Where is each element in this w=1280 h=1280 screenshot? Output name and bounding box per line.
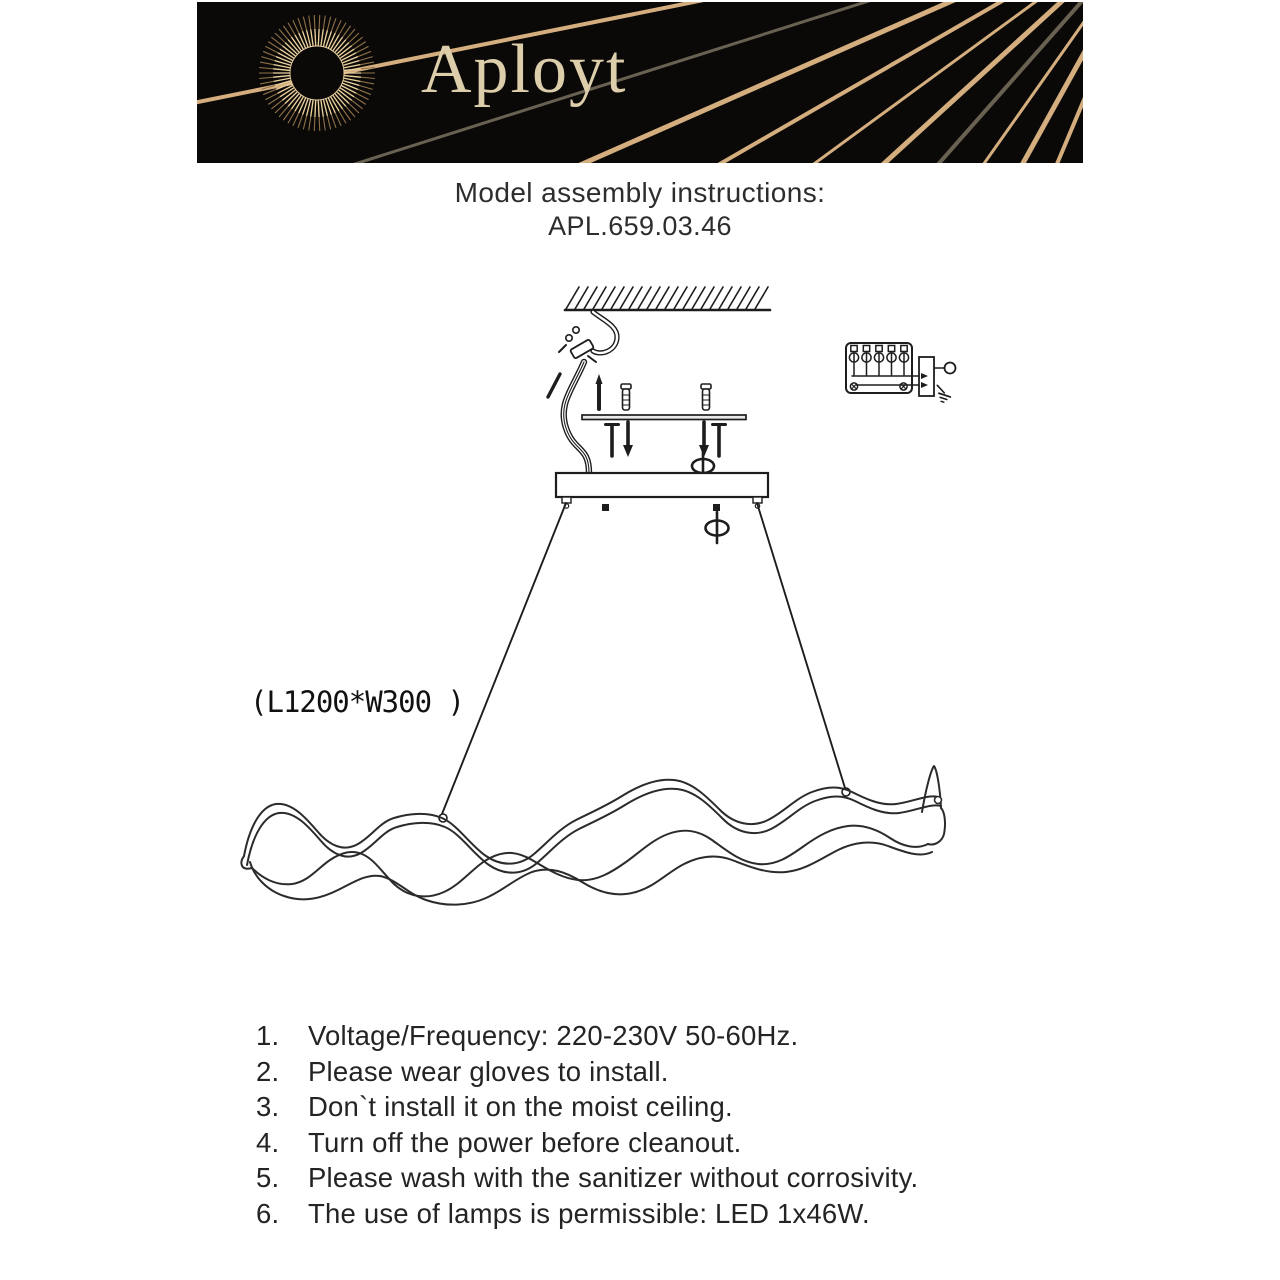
model-number: APL.659.03.46 bbox=[548, 211, 732, 241]
suspension-cable bbox=[757, 503, 845, 788]
arrow-mark bbox=[548, 374, 560, 397]
instruction-number: 3. bbox=[256, 1091, 280, 1122]
instruction-text: Turn off the power before cleanout. bbox=[308, 1126, 742, 1158]
instruction-text: The use of lamps is permissible: LED 1x46W. bbox=[308, 1197, 870, 1229]
instruction-item bbox=[256, 1018, 1096, 1054]
power-wire bbox=[593, 312, 617, 353]
title-block bbox=[0, 176, 1280, 243]
instruction-number: 6. bbox=[256, 1197, 280, 1229]
ground-symbol bbox=[933, 385, 953, 403]
screw-symbol bbox=[692, 451, 714, 481]
canopy-fixing-dot bbox=[602, 504, 609, 511]
brand-banner bbox=[197, 2, 1083, 163]
mounting-bracket bbox=[582, 415, 746, 420]
document-title: Model assembly instructions: bbox=[454, 177, 826, 208]
lamp-symbol bbox=[945, 363, 956, 374]
wall-anchor bbox=[621, 384, 631, 410]
mounting-screws bbox=[606, 422, 726, 457]
cable-attachment bbox=[842, 788, 850, 796]
wave-lampshade bbox=[241, 766, 945, 905]
instruction-text: Please wear gloves to install. bbox=[308, 1055, 669, 1087]
canopy-fixing-dot bbox=[713, 504, 720, 511]
sunburst-center bbox=[291, 47, 344, 100]
instruction-item bbox=[256, 1054, 1096, 1090]
instruction-item bbox=[256, 1160, 1096, 1196]
brand-name: Aployt bbox=[421, 31, 628, 108]
banner-art bbox=[197, 2, 1083, 163]
dimension-label: (L1200*W300 ) bbox=[250, 685, 464, 719]
screw-symbol bbox=[706, 512, 729, 543]
instruction-number: 1. bbox=[256, 1020, 280, 1051]
instruction-text: Please wash with the sanitizer without corrosivity. bbox=[308, 1162, 919, 1193]
wire-connector bbox=[559, 327, 596, 362]
suspension-cable bbox=[442, 503, 566, 814]
instruction-number: 5. bbox=[256, 1162, 280, 1193]
terminal-screws bbox=[849, 346, 908, 376]
drop-cable bbox=[564, 362, 589, 473]
instruction-number: 2. bbox=[256, 1055, 280, 1087]
ceiling-canopy bbox=[556, 473, 768, 497]
terminal-block-diagram bbox=[846, 343, 956, 404]
instruction-item bbox=[256, 1089, 1096, 1125]
instruction-text: Don`t install it on the moist ceiling. bbox=[308, 1091, 733, 1122]
wall-anchor bbox=[701, 384, 711, 410]
mounting-pin bbox=[596, 374, 603, 409]
ribbon-left-tip bbox=[241, 856, 252, 869]
instruction-item bbox=[256, 1196, 1096, 1232]
instruction-number: 4. bbox=[256, 1126, 280, 1158]
instructions-list bbox=[256, 1018, 1096, 1231]
cable-grips bbox=[562, 497, 762, 508]
instruction-item bbox=[256, 1125, 1096, 1161]
ceiling-hatching bbox=[566, 287, 768, 309]
ribbon-right-end bbox=[922, 766, 945, 845]
instruction-text: Voltage/Frequency: 220-230V 50-60Hz. bbox=[308, 1020, 799, 1051]
cable-attachment bbox=[439, 814, 447, 822]
